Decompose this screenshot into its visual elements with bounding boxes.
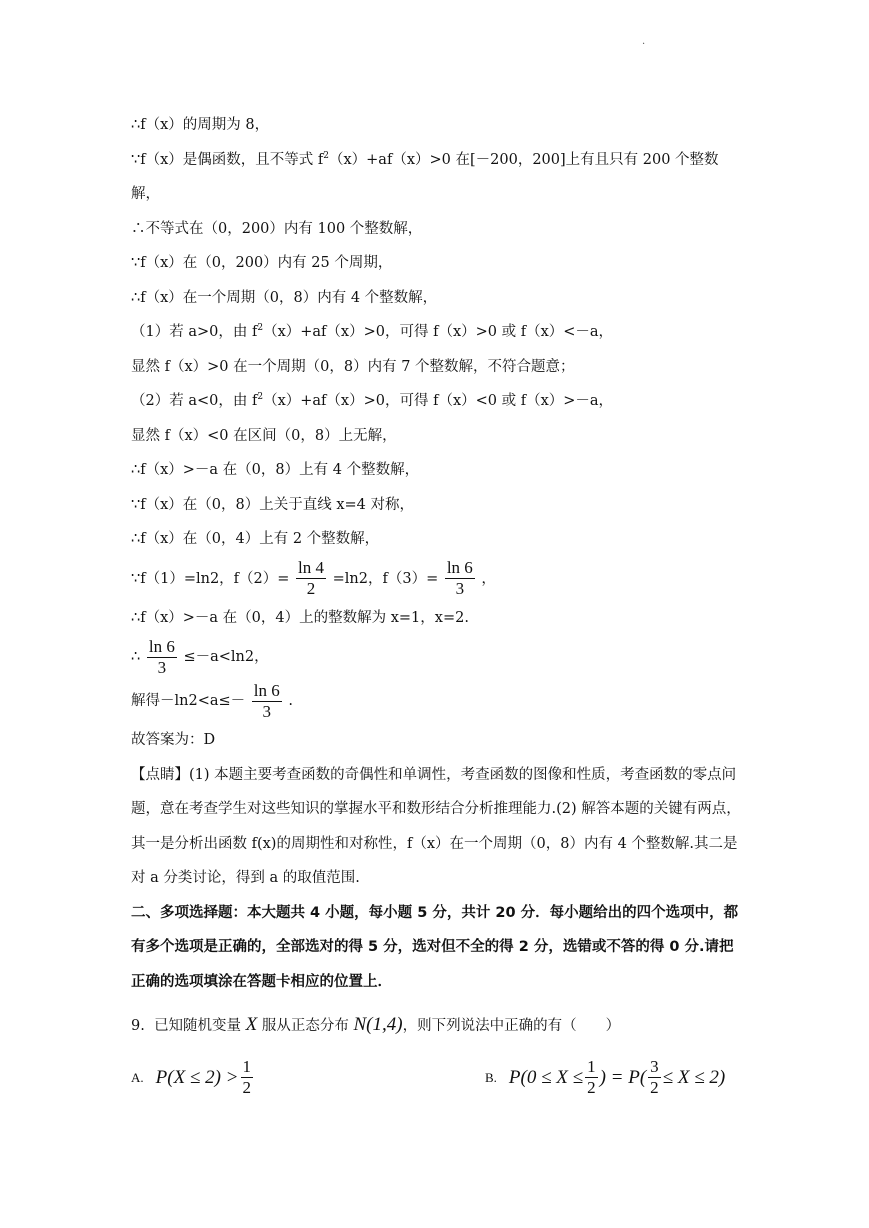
options-row bbox=[131, 1057, 741, 1117]
superscript: 2 bbox=[323, 150, 329, 161]
text-span: ， bbox=[481, 570, 496, 587]
fraction bbox=[147, 637, 177, 678]
page-dot: . bbox=[642, 36, 646, 47]
text-span: （2）若 a<0，由 f bbox=[131, 393, 258, 409]
fraction bbox=[585, 1057, 598, 1098]
text-span: . bbox=[288, 693, 293, 709]
math-variable: X bbox=[245, 1014, 258, 1035]
option-label: B. bbox=[485, 1069, 497, 1085]
text-line: ∴f（x）>－a 在（0，8）上有 4 个整数解， bbox=[131, 462, 420, 478]
option-a[interactable] bbox=[131, 1057, 255, 1098]
text-span: （x）+af（x）>0，可得 f（x）<0 或 f（x）>－a， bbox=[263, 393, 614, 409]
text-line bbox=[131, 635, 741, 679]
document-body bbox=[131, 108, 741, 1117]
fraction-denominator: 2 bbox=[587, 1078, 596, 1097]
math-expression: ) = P( bbox=[599, 1066, 647, 1088]
text-line: ∵f（x）在（0，200）内有 25 个周期， bbox=[131, 255, 393, 271]
fraction-numerator: 3 bbox=[650, 1057, 659, 1076]
answer-line: 故答案为：D bbox=[131, 732, 216, 748]
text-span: ≤－a<ln2， bbox=[183, 649, 269, 665]
question-9 bbox=[131, 1003, 741, 1047]
text-line: ∴f（x）的周期为 8， bbox=[131, 117, 270, 133]
fraction-denominator: 3 bbox=[157, 657, 167, 677]
text-line: ∴不等式在（0，200）内有 100 个整数解， bbox=[131, 220, 423, 237]
text-span: 解得－ln2<a≤－ bbox=[131, 693, 246, 709]
text-span: （x）+af（x）>0，可得 f（x）>0 或 f（x）<－a， bbox=[263, 324, 614, 340]
text-span: 已知随机变量 bbox=[154, 1018, 242, 1034]
text-line bbox=[131, 557, 741, 601]
fraction bbox=[445, 558, 475, 599]
math-expression: P(X ≤ 2) > bbox=[155, 1066, 239, 1088]
text-span: =ln2，f（3）= bbox=[332, 570, 439, 587]
text-span: ∴ bbox=[131, 649, 141, 665]
comment-paragraph: 【点睛】(1) 本题主要考查函数的奇偶性和单调性，考查函数的图像和性质，考查函数的零点问题，意在考查学生对这些知识的掌握水平和数形结合分析推理能力.(2) 解答本题的关键有两点，其一是分析出函数 f(x)的周期性和对称性，f（x）在一个周期（0，8）内有 4 个整数解.其二是对 a 分类讨论，得到 a 的取值范围. bbox=[131, 766, 741, 886]
fraction-denominator: 3 bbox=[455, 579, 465, 598]
superscript: 2 bbox=[257, 392, 264, 403]
text-line: ∴f（x）>－a 在（0，4）上的整数解为 x=1，x=2. bbox=[131, 609, 469, 626]
fraction bbox=[648, 1057, 661, 1098]
fraction bbox=[252, 681, 282, 722]
text-line: ∴f（x）在（0，4）上有 2 个整数解， bbox=[131, 531, 380, 547]
text-span: ，则下列说法中正确的有（ ） bbox=[402, 1018, 621, 1034]
text-span: （x）+af（x）>0 在[－200，200]上有且只有 200 个整数 bbox=[328, 151, 719, 168]
section-heading: 二、多项选择题：本大题共 4 小题，每小题 5 分，共计 20 分．每小题给出的四个选项中，都有多个选项是正确的，全部选对的得 5 分，选对但不全的得 2 分，选错或不答的得 0 分.请把正确的选项填涂在答题卡相应的位置上． bbox=[131, 904, 739, 990]
fraction-numerator: ln 6 bbox=[253, 680, 280, 700]
option-label: A. bbox=[131, 1069, 144, 1085]
fraction-denominator: 2 bbox=[242, 1078, 252, 1097]
fraction-numerator: ln 6 bbox=[446, 558, 473, 577]
fraction bbox=[296, 558, 326, 599]
text-span: 服从正态分布 bbox=[261, 1018, 349, 1034]
fraction-denominator: 2 bbox=[650, 1078, 659, 1097]
question-number: 9. bbox=[131, 1018, 145, 1034]
fraction-numerator: 1 bbox=[242, 1057, 252, 1076]
fraction-numerator: ln 4 bbox=[298, 558, 325, 577]
text-line: 显然 f（x）<0 在区间（0，8）上无解， bbox=[131, 427, 397, 444]
text-line: 解， bbox=[131, 186, 160, 202]
text-line: 显然 f（x）>0 在一个周期（0，8）内有 7 个整数解，不符合题意； bbox=[131, 358, 575, 375]
fraction-numerator: 1 bbox=[587, 1057, 596, 1076]
fraction-denominator: 3 bbox=[262, 701, 271, 721]
text-line: ∴f（x）在一个周期（0，8）内有 4 个整数解， bbox=[131, 289, 438, 306]
text-span: ∵f（1）=ln2，f（2）= bbox=[131, 570, 290, 587]
fraction bbox=[241, 1057, 254, 1098]
text-span: ∵f（x）是偶函数，且不等式 f bbox=[131, 151, 324, 168]
text-span: （1）若 a>0，由 f bbox=[131, 324, 258, 340]
text-line bbox=[131, 143, 741, 178]
text-line bbox=[131, 384, 741, 419]
fraction-denominator: 2 bbox=[306, 579, 316, 598]
superscript: 2 bbox=[257, 323, 264, 334]
option-b[interactable] bbox=[485, 1057, 725, 1098]
math-expression: P(0 ≤ X ≤ bbox=[508, 1066, 584, 1088]
text-line: ∵f（x）在（0，8）上关于直线 x=4 对称， bbox=[131, 496, 414, 513]
math-expression: N(1,4) bbox=[353, 1014, 403, 1035]
text-line bbox=[131, 679, 741, 723]
fraction-numerator: ln 6 bbox=[148, 636, 175, 656]
text-line bbox=[131, 315, 741, 350]
math-expression: ≤ X ≤ 2) bbox=[662, 1066, 726, 1088]
